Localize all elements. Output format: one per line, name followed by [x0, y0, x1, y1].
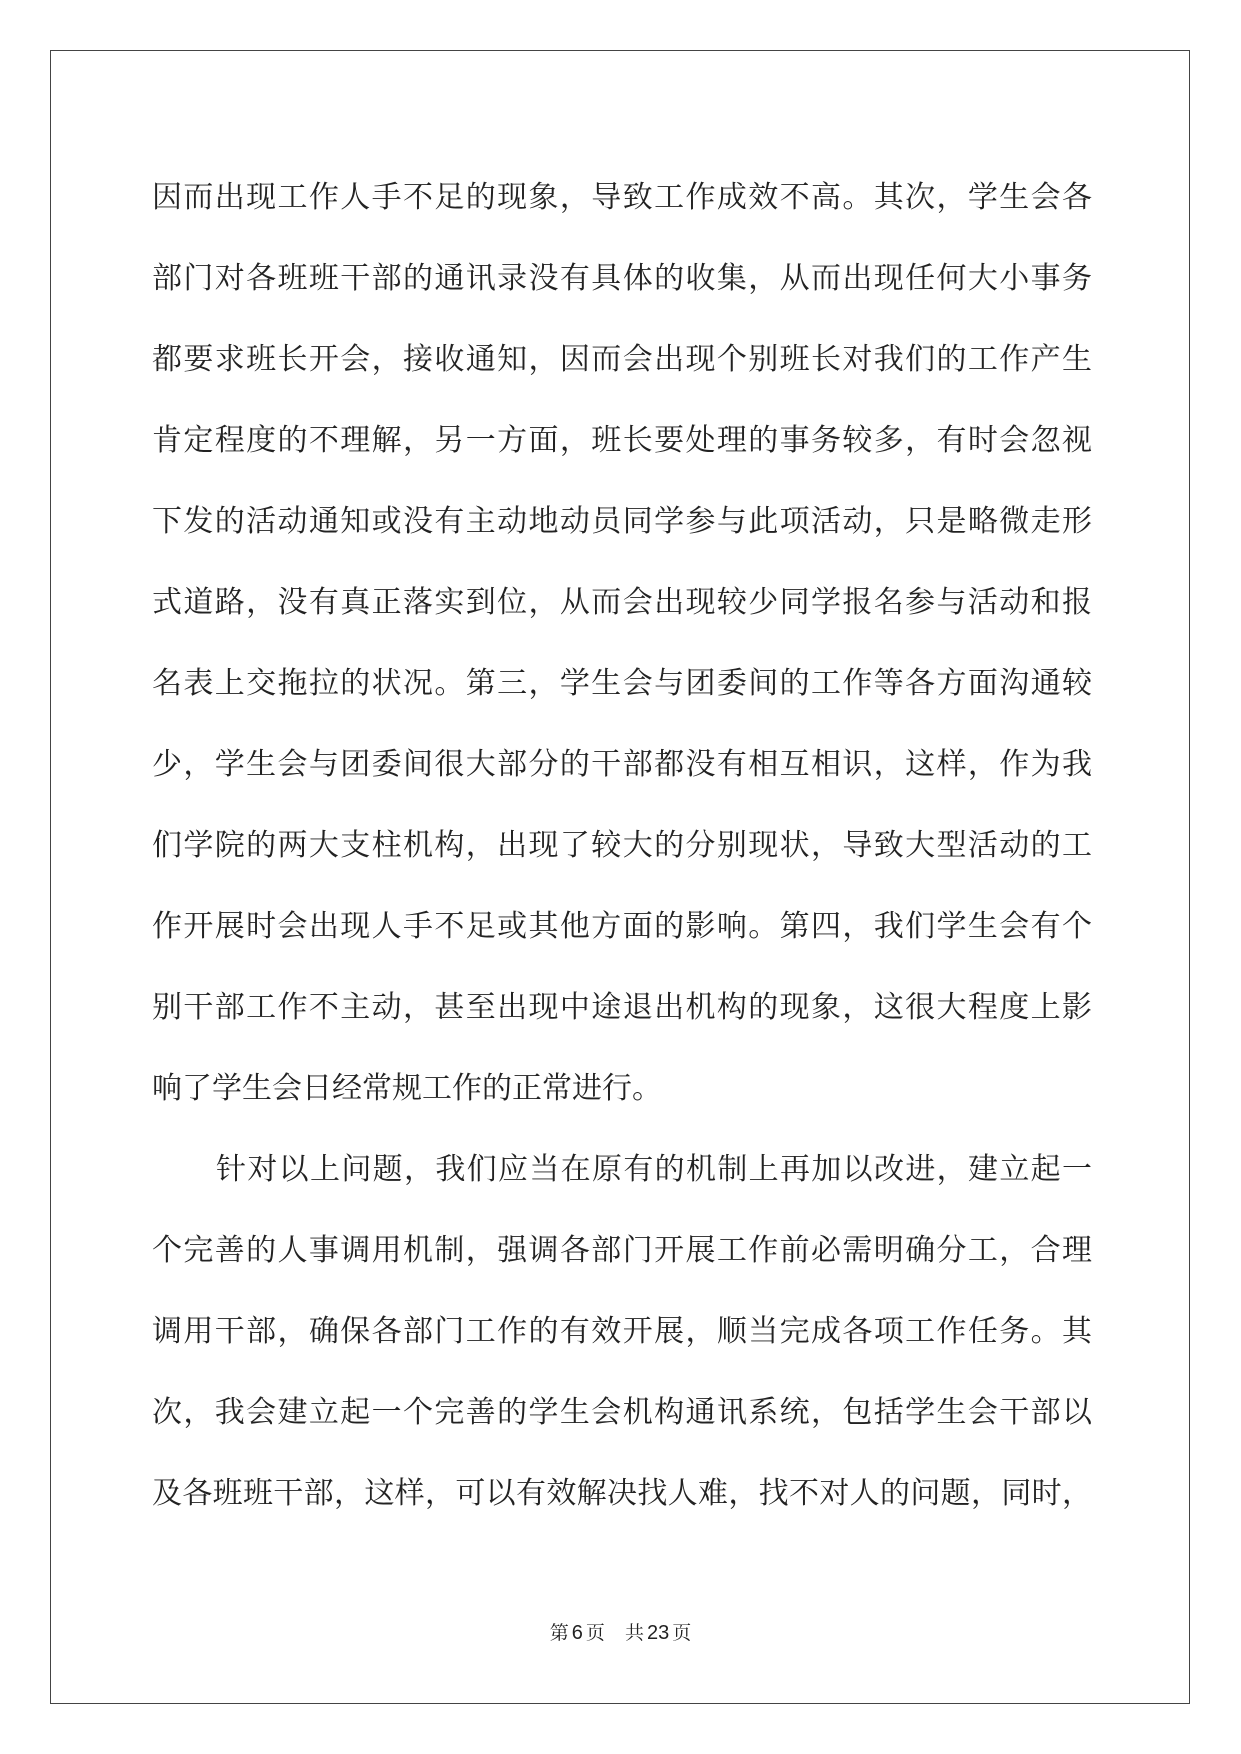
text-line: 调用干部，确保各部门工作的有效开展，顺当完成各项工作任务。其: [152, 1314, 1092, 1349]
page-prefix: 第: [549, 1622, 569, 1644]
text-line: 针对以上问题，我们应当在原有的机制上再加以改进，建立起一: [216, 1152, 1092, 1187]
text-line: 因而出现工作人手不足的现象，导致工作成效不高。其次，学生会各: [152, 180, 1092, 215]
text-line: 少，学生会与团委间很大部分的干部都没有相互相识，这样，作为我: [152, 747, 1092, 782]
text-line: 式道路，没有真正落实到位，从而会出现较少同学报名参与活动和报: [152, 585, 1092, 620]
page-number: 6: [571, 1622, 583, 1644]
total-prefix: 共: [624, 1622, 644, 1644]
text-line: 及各班班干部，这样，可以有效解决找人难，找不对人的问题，同时，: [152, 1476, 1092, 1511]
text-line: 次，我会建立起一个完善的学生会机构通讯系统，包括学生会干部以: [152, 1395, 1092, 1430]
text-line: 个完善的人事调用机制，强调各部门开展工作前必需明确分工，合理: [152, 1233, 1092, 1268]
page-footer: [0, 1618, 1241, 1645]
text-line: 部门对各班班干部的通讯录没有具体的收集，从而出现任何大小事务: [152, 261, 1092, 296]
text-line: 别干部工作不主动，甚至出现中途退出机构的现象，这很大程度上影: [152, 990, 1092, 1025]
total-suffix: 页: [672, 1622, 692, 1644]
page-suffix: 页: [585, 1622, 605, 1644]
text-line: 都要求班长开会，接收通知，因而会出现个别班长对我们的工作产生: [152, 342, 1092, 377]
total-pages: 23: [646, 1622, 670, 1644]
text-line: 们学院的两大支柱机构，出现了较大的分别现状，导致大型活动的工: [152, 828, 1092, 863]
text-line: 肯定程度的不理解，另一方面，班长要处理的事务较多，有时会忽视: [152, 423, 1092, 458]
text-line: 下发的活动通知或没有主动地动员同学参与此项活动，只是略微走形: [152, 504, 1092, 539]
text-line: 响了学生会日经常规工作的正常进行。: [152, 1071, 662, 1106]
document-body: [152, 157, 1092, 1534]
text-line: 名表上交拖拉的状况。第三，学生会与团委间的工作等各方面沟通较: [152, 666, 1092, 701]
text-line: 作开展时会出现人手不足或其他方面的影响。第四，我们学生会有个: [152, 909, 1092, 944]
